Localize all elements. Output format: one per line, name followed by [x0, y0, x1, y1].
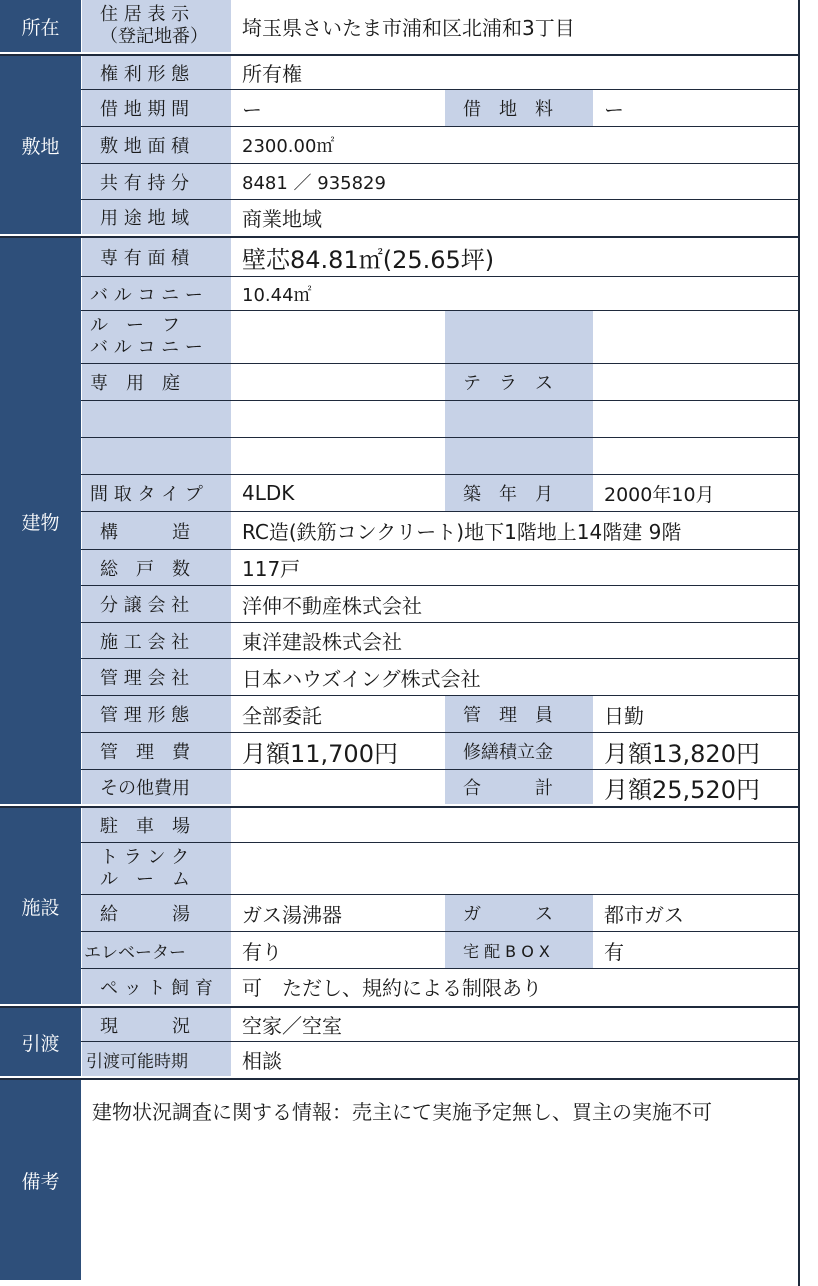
pets-value: 可 ただし、規約による制限あり — [232, 969, 798, 1004]
developer-value: 洋伸不動産株式会社 — [232, 586, 798, 622]
trunk-room-label-line2: ル ー ム — [100, 868, 190, 890]
blank-value-4 — [594, 438, 798, 474]
roof-balcony-value — [232, 311, 444, 363]
terrace-label: テ ラ ス — [445, 364, 593, 400]
section-site: 敷地 — [0, 56, 81, 234]
rule — [81, 199, 798, 200]
section-rule — [0, 806, 798, 808]
roof-balcony-label-line1: ル ー フ — [90, 315, 180, 336]
site-area-value: 2300.00㎡ — [232, 127, 798, 163]
constructor-label: 施 工 会 社 — [82, 623, 231, 658]
lease-fee-label: 借 地 料 — [445, 90, 593, 126]
management-fee-value: 月額11,700円 — [232, 733, 444, 769]
built-label: 築 年 月 — [445, 475, 593, 511]
management-fee-label: 管 理 費 — [82, 733, 231, 769]
roof-balcony-extra-value — [594, 311, 798, 363]
elevator-value: 有り — [232, 932, 444, 968]
rule — [81, 363, 798, 364]
management-type-label: 管 理 形 態 — [82, 696, 231, 732]
rule — [81, 474, 798, 475]
blank-value-1 — [232, 401, 444, 437]
zoning-label: 用 途 地 域 — [82, 200, 231, 234]
rights-value: 所有権 — [232, 56, 798, 89]
section-facilities: 施設 — [0, 808, 81, 1004]
rule — [81, 842, 798, 843]
other-fees-label: その他費用 — [82, 770, 231, 804]
structure-value: RC造(鉄筋コンクリート)地下1階地上14階建 9階 — [232, 512, 798, 549]
structure-label: 構 造 — [82, 512, 231, 549]
repair-fund-label: 修繕積立金 — [445, 733, 593, 769]
section-remarks: 備考 — [0, 1080, 81, 1280]
exclusive-area-label: 専 有 面 積 — [82, 238, 231, 276]
layout-label: 間 取 タ イ プ — [82, 475, 231, 511]
rule — [81, 658, 798, 659]
elevator-label: エレベーター — [82, 932, 231, 968]
section-location: 所在 — [0, 0, 81, 52]
share-value: 8481 ／ 935829 — [232, 164, 798, 199]
rule — [81, 968, 798, 969]
other-fees-value — [232, 770, 444, 804]
rule — [81, 931, 798, 932]
rule — [81, 622, 798, 623]
rule — [81, 163, 798, 164]
gas-label: ガ ス — [445, 895, 593, 931]
hot-water-value: ガス湯沸器 — [232, 895, 444, 931]
staff-value: 日勤 — [594, 696, 798, 732]
delivery-box-value: 有 — [594, 932, 798, 968]
staff-label: 管 理 員 — [445, 696, 593, 732]
address-label-line1: 住 居 表 示 — [100, 4, 190, 25]
rule — [81, 769, 798, 770]
delivery-box-label: 宅 配 B O X — [445, 932, 593, 968]
trunk-room-label — [82, 843, 231, 894]
management-type-value: 全部委託 — [232, 696, 444, 732]
rule — [81, 585, 798, 586]
rule — [81, 310, 798, 311]
address-label-line2: （登記地番） — [100, 26, 208, 47]
handover-timing-label: 引渡可能時期 — [82, 1042, 231, 1076]
trunk-room-value — [232, 843, 798, 894]
roof-balcony-label — [82, 311, 231, 363]
trunk-room-label-line1: ト ラ ン ク — [100, 846, 190, 868]
exclusive-area-value: 壁芯84.81㎡(25.65坪) — [232, 238, 798, 276]
blank-label-3 — [82, 438, 231, 474]
rule — [81, 400, 798, 401]
built-value: 2000年10月 — [594, 475, 798, 511]
balcony-label: バ ル コ ニ ー — [82, 277, 231, 310]
total-value: 月額25,520円 — [594, 770, 798, 804]
blank-label-2 — [445, 401, 593, 437]
status-value: 空家／空室 — [232, 1008, 798, 1041]
lease-fee-value: ー — [594, 90, 798, 126]
rule — [81, 126, 798, 127]
section-rule — [0, 54, 798, 56]
rule — [81, 549, 798, 550]
section-rule — [0, 1006, 798, 1008]
blank-label-4 — [445, 438, 593, 474]
blank-value-2 — [594, 401, 798, 437]
manager-value: 日本ハウズイング株式会社 — [232, 659, 798, 695]
parking-label: 駐 車 場 — [82, 808, 231, 842]
repair-fund-value: 月額13,820円 — [594, 733, 798, 769]
manager-label: 管 理 会 社 — [82, 659, 231, 695]
address-label — [82, 0, 231, 52]
rule — [81, 894, 798, 895]
blank-label-1 — [82, 401, 231, 437]
roof-balcony-extra-label — [445, 311, 593, 363]
status-label: 現 況 — [82, 1008, 231, 1041]
units-label: 総 戸 数 — [82, 550, 231, 585]
section-rule — [0, 236, 798, 238]
rule — [81, 511, 798, 512]
remarks-text: 建物状況調査に関する情報：売主にて実施予定無し、買主の実施不可 — [92, 1100, 712, 1124]
handover-timing-value: 相談 — [232, 1042, 798, 1076]
rule — [81, 695, 798, 696]
rule — [81, 1041, 798, 1042]
right-border — [798, 0, 800, 1286]
units-value: 117戸 — [232, 550, 798, 585]
section-handover: 引渡 — [0, 1008, 81, 1076]
lease-period-label: 借 地 期 間 — [82, 90, 231, 126]
site-area-label: 敷 地 面 積 — [82, 127, 231, 163]
address-value: 埼玉県さいたま市浦和区北浦和3丁目 — [232, 0, 798, 52]
rights-label: 権 利 形 態 — [82, 56, 231, 89]
rule — [81, 89, 798, 90]
gas-value: 都市ガス — [594, 895, 798, 931]
section-rule — [0, 1078, 798, 1080]
constructor-value: 東洋建設株式会社 — [232, 623, 798, 658]
lease-period-value: ー — [232, 90, 444, 126]
rule — [81, 732, 798, 733]
developer-label: 分 譲 会 社 — [82, 586, 231, 622]
private-garden-value — [232, 364, 444, 400]
zoning-value: 商業地域 — [232, 200, 798, 234]
share-label: 共 有 持 分 — [82, 164, 231, 199]
blank-value-3 — [232, 438, 444, 474]
rule — [81, 276, 798, 277]
layout-value: 4LDK — [232, 475, 444, 511]
pets-label: ペ ッ ト 飼 育 — [82, 969, 231, 1004]
terrace-value — [594, 364, 798, 400]
balcony-value: 10.44㎡ — [232, 277, 798, 310]
roof-balcony-label-line2: バ ル コ ニ ー — [90, 337, 203, 358]
section-building: 建物 — [0, 238, 81, 804]
total-label: 合 計 — [445, 770, 593, 804]
private-garden-label: 専 用 庭 — [82, 364, 231, 400]
hot-water-label: 給 湯 — [82, 895, 231, 931]
rule — [81, 437, 798, 438]
parking-value — [232, 808, 798, 842]
